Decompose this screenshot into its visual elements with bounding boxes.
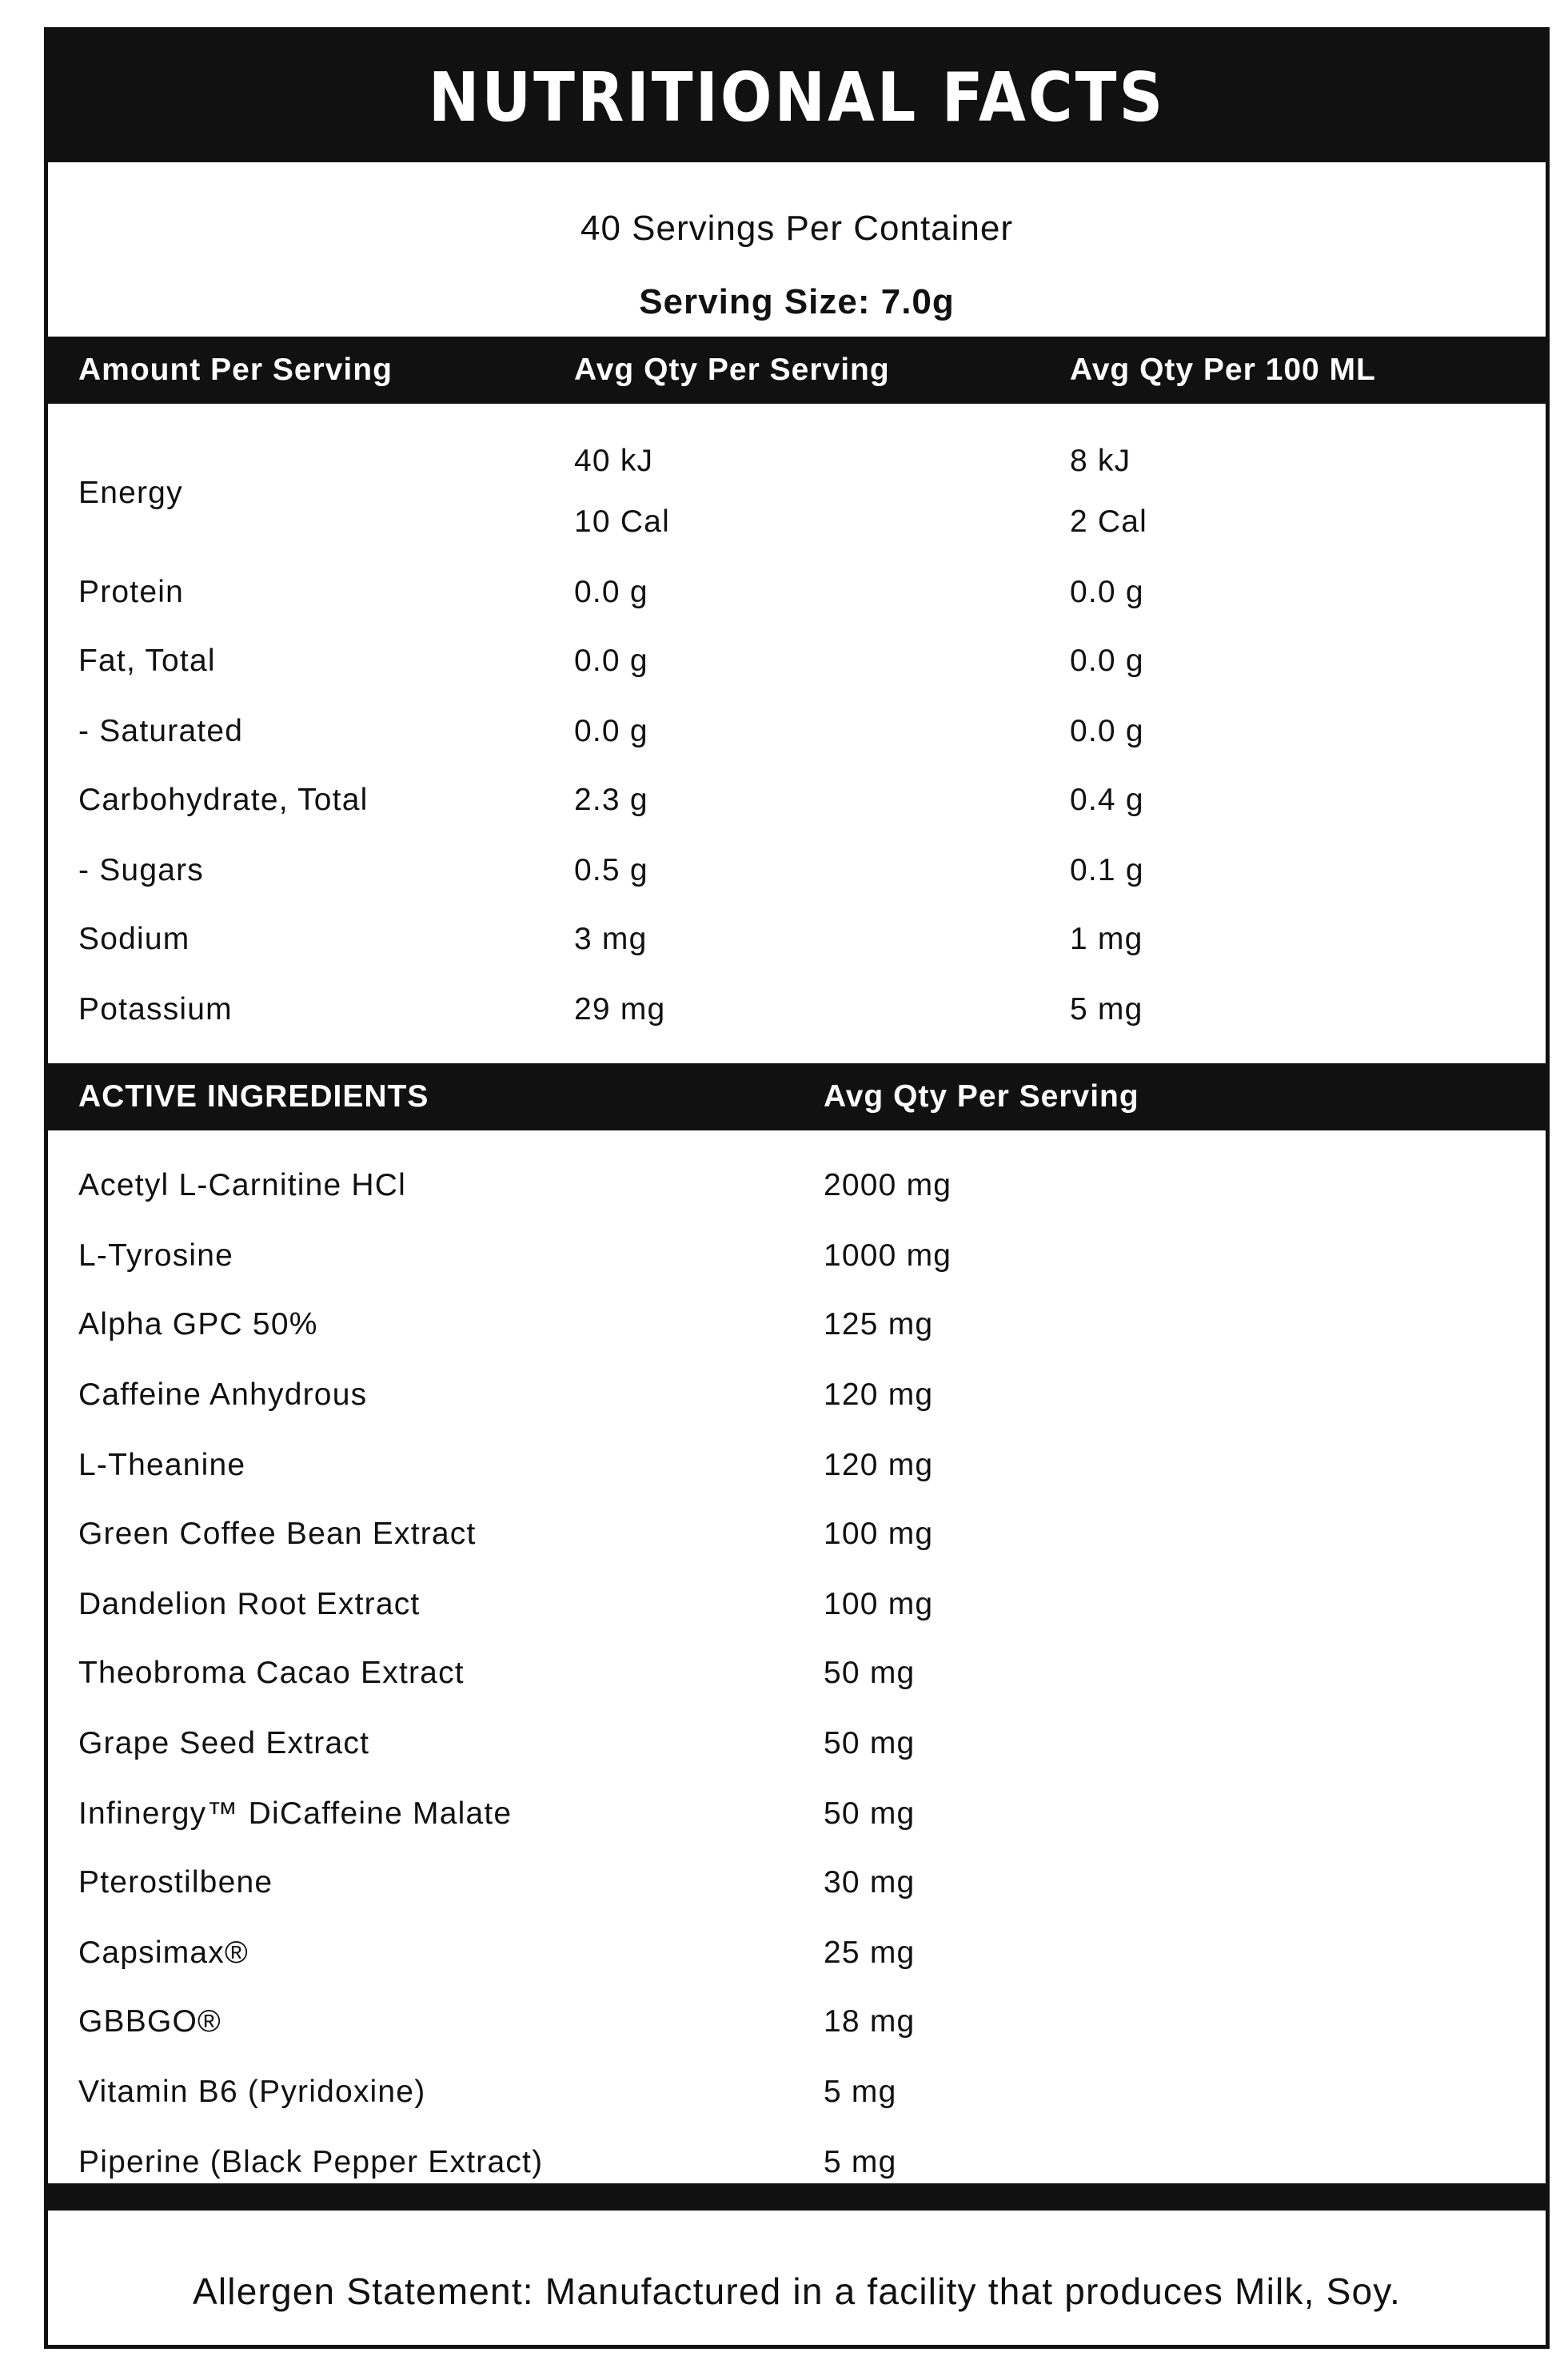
nutrient-label: Fat, Total: [78, 644, 216, 678]
ingredient-qty: 25 mg: [824, 1935, 916, 1970]
nutrient-label: - Sugars: [78, 853, 204, 887]
ingredient-name: Grape Seed Extract: [78, 1726, 370, 1760]
nutrient-per-100: 5 mg: [1070, 992, 1143, 1027]
ingredient-name: Piperine (Black Pepper Extract): [78, 2145, 544, 2179]
ingredient-name: Green Coffee Bean Extract: [78, 1517, 477, 1551]
nutrient-per-serving: 2.3 g: [574, 783, 648, 817]
nutrient-label: - Saturated: [78, 714, 244, 748]
ingredient-qty: 120 mg: [824, 1448, 934, 1482]
ingredient-qty: 18 mg: [824, 2004, 916, 2039]
ingredient-qty: 1000 mg: [824, 1238, 952, 1273]
allergen-statement: Allergen Statement: Manufactured in a facility that produces Milk, Soy.: [192, 2270, 1402, 2312]
ingredient-qty: 30 mg: [824, 1865, 916, 1900]
ingredient-qty: 120 mg: [824, 1377, 934, 1412]
nutrient-label: Potassium: [78, 992, 233, 1027]
energy-label: Energy: [78, 476, 183, 510]
ingredient-qty: 2000 mg: [824, 1168, 952, 1202]
ingredient-qty: 100 mg: [824, 1517, 934, 1551]
footer-divider-bar: [48, 2183, 1546, 2211]
nutrition-header-bar: [48, 337, 1546, 404]
nutrient-per-serving: 0.5 g: [574, 853, 648, 887]
ingredient-qty: 100 mg: [824, 1587, 934, 1621]
ingredient-name: Caffeine Anhydrous: [78, 1377, 368, 1412]
ingredient-qty: 50 mg: [824, 1796, 916, 1831]
header-avg-qty-per-100ml: Avg Qty Per 100 ML: [1070, 353, 1376, 387]
energy-per-serving-cal: 10 Cal: [574, 504, 670, 539]
ingredient-name: Vitamin B6 (Pyridoxine): [78, 2075, 426, 2109]
nutrient-per-100: 0.4 g: [1070, 783, 1144, 817]
ingredient-name: Alpha GPC 50%: [78, 1307, 318, 1341]
nutrient-per-100: 0.0 g: [1070, 575, 1144, 609]
nutrient-per-serving: 0.0 g: [574, 575, 648, 609]
ingredient-qty: 50 mg: [824, 1726, 916, 1760]
nutrient-label: Carbohydrate, Total: [78, 783, 369, 817]
title-bar: [48, 31, 1546, 162]
header-amount-per-serving: Amount Per Serving: [78, 353, 393, 387]
nutrition-panel: [44, 27, 1550, 2349]
ingredient-qty: 5 mg: [824, 2075, 897, 2109]
serving-size: Serving Size: 7.0g: [639, 282, 955, 321]
ingredient-name: L-Theanine: [78, 1448, 246, 1482]
energy-per-serving-kj: 40 kJ: [574, 444, 654, 478]
active-ingredients-header-bar: [48, 1063, 1546, 1130]
nutrient-per-serving: 0.0 g: [574, 644, 648, 678]
header-active-ingredients: ACTIVE INGREDIENTS: [78, 1079, 429, 1114]
energy-per-100-kj: 8 kJ: [1070, 444, 1131, 478]
ingredient-name: L-Tyrosine: [78, 1238, 234, 1273]
panel-title: NUTRITIONAL FACTS: [428, 57, 1166, 137]
nutrient-label: Protein: [78, 575, 184, 609]
nutrient-per-100: 0.0 g: [1070, 644, 1144, 678]
ingredient-name: Capsimax®: [78, 1935, 249, 1970]
nutrient-per-100: 1 mg: [1070, 922, 1143, 956]
nutrient-per-serving: 3 mg: [574, 922, 648, 956]
ingredient-name: Dandelion Root Extract: [78, 1587, 421, 1621]
header-avg-qty-per-serving: Avg Qty Per Serving: [574, 353, 890, 387]
nutrient-per-100: 0.0 g: [1070, 714, 1144, 748]
ingredient-name: Acetyl L-Carnitine HCl: [78, 1168, 407, 1202]
nutrient-per-serving: 0.0 g: [574, 714, 648, 748]
ingredient-qty: 5 mg: [824, 2145, 897, 2179]
nutrient-per-100: 0.1 g: [1070, 853, 1144, 887]
ingredient-qty: 50 mg: [824, 1656, 916, 1690]
ingredient-name: Pterostilbene: [78, 1865, 273, 1900]
header-active-avg-qty: Avg Qty Per Serving: [824, 1079, 1139, 1114]
ingredient-name: GBBGO®: [78, 2004, 221, 2039]
ingredient-name: Infinergy™ DiCaffeine Malate: [78, 1796, 513, 1831]
nutrient-per-serving: 29 mg: [574, 992, 666, 1027]
servings-per-container: 40 Servings Per Container: [580, 209, 1014, 248]
nutrient-label: Sodium: [78, 922, 190, 956]
ingredient-name: Theobroma Cacao Extract: [78, 1656, 465, 1690]
ingredient-qty: 125 mg: [824, 1307, 934, 1341]
energy-per-100-cal: 2 Cal: [1070, 504, 1148, 539]
